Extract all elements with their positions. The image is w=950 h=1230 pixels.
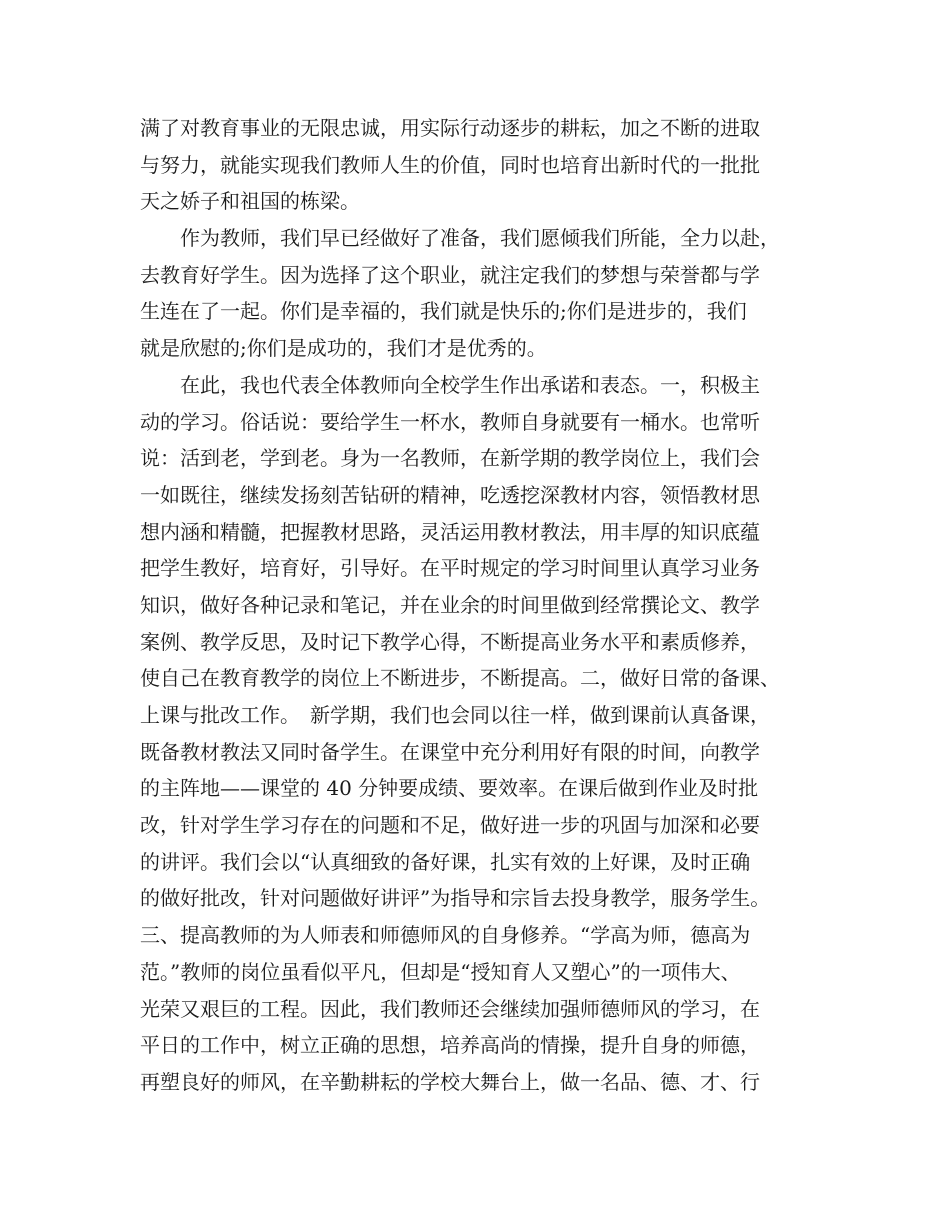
text-line: 案例、教学反思，及时记下教学心得，不断提高业务水平和素质修养， (140, 629, 760, 654)
text-line: 改，针对学生学习存在的问题和不足，做好进一步的巩固与加深和必要 (140, 813, 760, 838)
body-text (140, 110, 840, 1101)
text-line: 去教育好学生。因为选择了这个职业，就注定我们的梦想与荣誉都与学 (140, 262, 760, 287)
text-line: 既备教材教法又同时备学生。在课堂中充分利用好有限的时间，向教学 (140, 739, 760, 764)
text-line: 在此，我也代表全体教师向全校学生作出承诺和表态。一，积极主 (140, 372, 760, 397)
text-line: 一如既往，继续发扬刻苦钻研的精神，吃透挖深教材内容，领悟教材思 (140, 482, 760, 507)
text-line: 把学生教好，培育好，引导好。在平时规定的学习时间里认真学习业务 (140, 556, 760, 581)
text-line: 范。”教师的岗位虽看似平凡，但却是“授知育人又塑心”的一项伟大、 (140, 959, 741, 984)
text-line: 与努力，就能实现我们教师人生的价值，同时也培育出新时代的一批批 (140, 152, 760, 177)
text-line: 就是欣慰的;你们是成功的，我们才是优秀的。 (140, 336, 547, 361)
text-line: 天之娇子和祖国的栋梁。 (140, 189, 360, 214)
text-line: 的做好批改，针对问题做好讲评”为指导和宗旨去投身教学，服务学生。 (140, 886, 771, 911)
text-line: 的主阵地——课堂的 40 分钟要成绩、要效率。在课后做到作业及时批 (140, 776, 759, 801)
text-line: 满了对教育事业的无限忠诚，用实际行动逐步的耕耘，加之不断的进取 (140, 116, 760, 140)
text-line: 说：活到老，学到老。身为一名教师，在新学期的教学岗位上，我们会 (140, 446, 760, 471)
text-line: 动的学习。俗话说：要给学生一杯水，教师自身就要有一桶水。也常听 (140, 409, 760, 434)
text-line: 想内涵和精髓，把握教材思路，灵活运用教材教法，用丰厚的知识底蕴 (140, 519, 760, 544)
text-line: 再塑良好的师风，在辛勤耕耘的学校大舞台上，做一名品、德、才、行 (140, 1069, 760, 1094)
text-line: 作为教师，我们早已经做好了准备，我们愿倾我们所能，全力以赴， (140, 226, 780, 251)
text-line: 三、提高教师的为人师表和师德师风的自身修养。“学高为师，德高为 (140, 923, 751, 948)
text-line: 的讲评。我们会以“认真细致的备好课，扎实有效的上好课，及时正确 (140, 849, 751, 874)
text-line: 平日的工作中，树立正确的思想，培养高尚的情操，提升自身的师德， (140, 1033, 760, 1058)
text-line: 上课与批改工作。 新学期，我们也会同以往一样，做到课前认真备课， (140, 703, 770, 727)
text-line: 使自己在教育教学的岗位上不断进步，不断提高。二，做好日常的备课、 (140, 666, 780, 691)
text-line: 光荣又艰巨的工程。因此，我们教师还会继续加强师德师风的学习，在 (140, 996, 760, 1021)
text-line: 知识，做好各种记录和笔记，并在业余的时间里做到经常撰论文、教学 (140, 592, 760, 617)
text-line: 生连在了一起。你们是幸福的，我们就是快乐的;你们是进步的，我们 (140, 299, 747, 324)
